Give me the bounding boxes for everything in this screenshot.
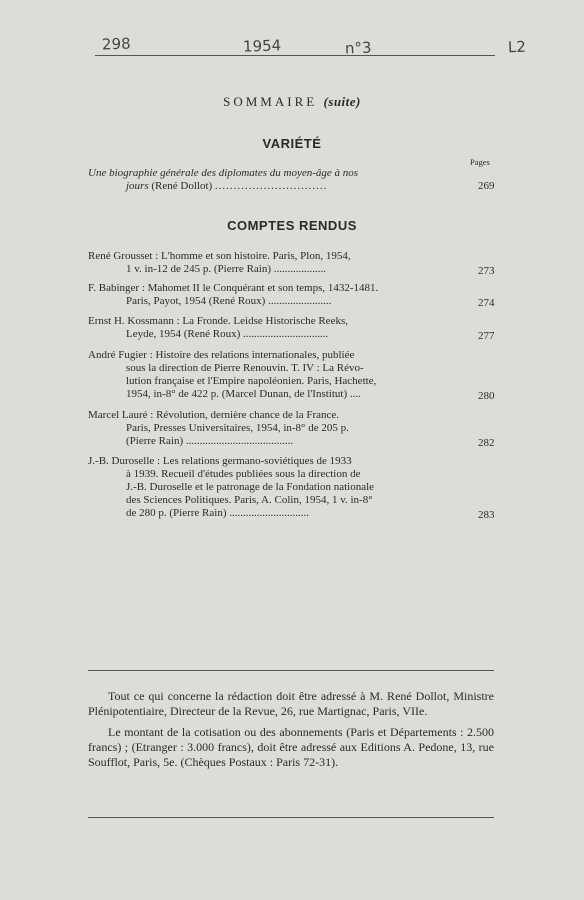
notice-top-rule [88,670,494,671]
handwritten-year: 1954 [242,36,282,56]
review-entry-line: 1954, in-8° de 422 p. (Marcel Dunan, de l'Institut) .... [126,388,361,400]
review-entry-line: Ernst H. Kossmann : La Fronde. Leidse Historische Reeks, [88,315,348,327]
handwritten-issue: n°3 [344,38,372,58]
review-entry-line: André Fugier : Histoire des relations internationales, publiée [88,349,355,361]
summary-heading [0,94,584,110]
notice-subscription: Le montant de la cotisation ou des abonnements (Paris et Départements : 2.500 francs) ; (Etranger : 3.000 francs), doit être adressé aux Editions A. Pedone, 13, rue Soufflot, Paris, 5e. (Chèques Postaux : Paris 72-31). [88,725,494,769]
variete-leader: .............................. [214,180,328,192]
review-page-number: 282 [478,437,495,449]
notice-bottom-rule [88,817,494,818]
variete-title: Une biographie générale des diplomates du moyen-âge à nos [88,167,359,179]
review-entry-line: René Grousset : L'homme et son histoire. Paris, Plon, 1954, [88,250,351,262]
top-rule [95,55,495,56]
summary-title: SOMMAIRE [223,94,318,109]
review-page-number: 274 [478,297,495,309]
variete-author: (René Dollot) [151,180,213,192]
variete-entry [88,167,464,193]
review-entry-line: Leyde, 1954 (René Roux) ............................... [126,328,329,340]
review-entry [88,409,464,448]
handwritten-code: L2 [507,37,527,57]
notice-editorial: Tout ce qui concerne la rédaction doit être adressé à M. René Dollot, Ministre Plénipotentiaire, Directeur de la Revue, 26, rue Martignac, Paris, VIIe. [88,689,494,718]
review-entry-line: J.-B. Duroselle : Les relations germano-soviétiques de 1933 [88,455,352,467]
review-entry-line: sous la direction de Pierre Renouvin. T. IV : La Révo- [126,362,364,374]
review-page-number: 283 [478,509,495,521]
review-entry [88,250,464,276]
review-entry [88,349,464,401]
review-page-number: 277 [478,330,495,342]
pages-column-label: Pages [470,157,490,167]
review-entry-line: lution française et l'Empire napoléonien. Paris, Hachette, [126,375,377,387]
review-entry-line: Marcel Lauré : Révolution, dernière chance de la France. [88,409,340,421]
review-entry-line: des Sciences Politiques. Paris, A. Colin, 1954, 1 v. in-8° [126,494,373,506]
review-entry-line: F. Babinger : Mahomet II le Conquérant et son temps, 1432-1481. [88,282,379,294]
review-entry-line: à 1939. Recueil d'études publiées sous la direction de [126,468,361,480]
review-entry [88,315,464,341]
notice-block [88,689,494,770]
summary-suffix: (suite) [323,94,361,109]
variete-title-end: jours [126,180,149,192]
review-entry-line: Paris, Presses Universitaires, 1954, in-8° de 205 p. [126,422,349,434]
comptes-heading: COMPTES RENDUS [227,218,357,233]
review-entry-line: Paris, Payot, 1954 (René Roux) ....................... [126,295,332,307]
review-entry-line: (Pierre Rain) ....................................... [126,435,294,447]
handwritten-left-number: 298 [101,34,131,54]
variete-heading: VARIÉTÉ [262,136,322,151]
review-page-number: 273 [478,265,495,277]
variete-page: 269 [478,180,495,192]
review-entry [88,455,464,520]
review-entry [88,282,464,308]
review-page-number: 280 [478,390,495,402]
review-entry-line: J.-B. Duroselle et le patronage de la Fondation nationale [126,481,375,493]
review-entry-line: 1 v. in-12 de 245 p. (Pierre Rain) ................... [126,263,327,275]
review-entry-line: de 280 p. (Pierre Rain) ............................. [126,507,309,519]
